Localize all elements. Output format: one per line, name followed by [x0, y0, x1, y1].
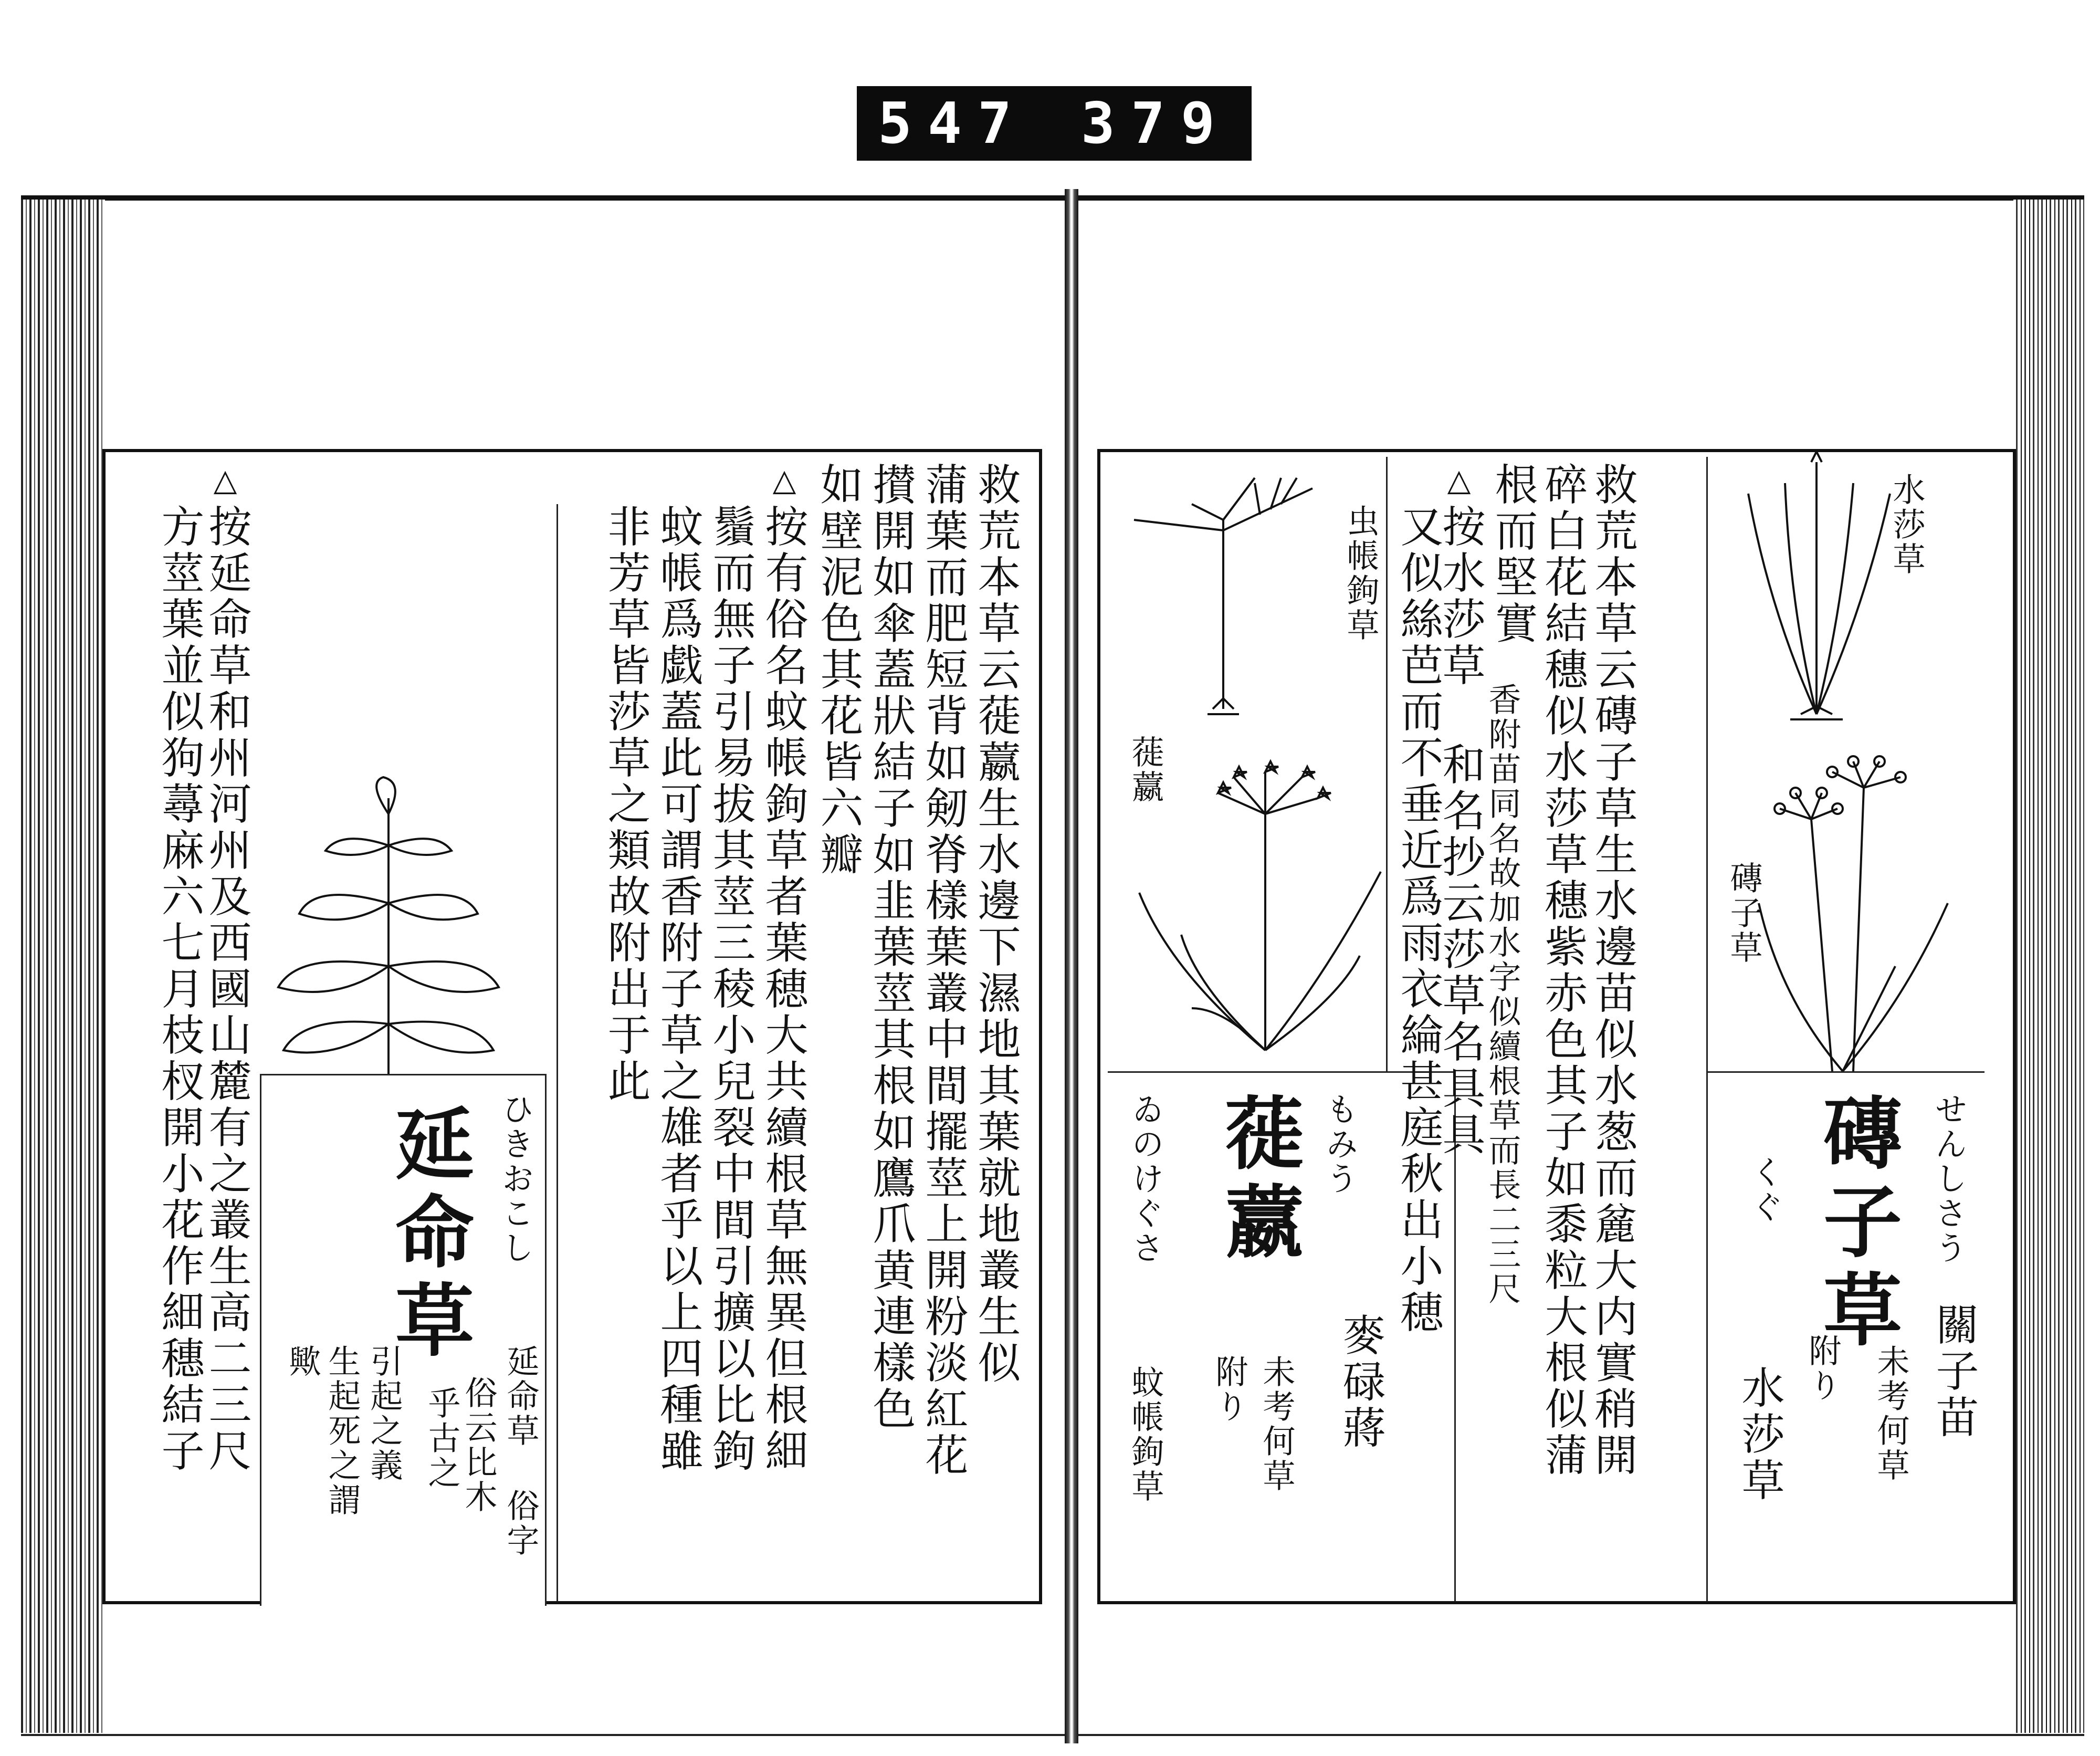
marker-triangle-3: △ [1441, 462, 1477, 498]
book-gutter [1065, 189, 1078, 1743]
left-divider [556, 504, 558, 1602]
chosenso-label: 虫帳鉤草 [1341, 504, 1380, 643]
right-page-edge [2013, 200, 2084, 1733]
enmei-reading: ひきおこし [496, 1092, 534, 1266]
enmei-text-col-2: 方莖葉並似狗蕁麻六七月枝杈開小花作細穗結子 [154, 504, 204, 1475]
right-text-col-1: 救荒本草云磚子草生水邊苗似水葱而麄大内實稍開 [1588, 462, 1637, 1479]
senshi-kana: くぐ [1746, 1155, 1784, 1225]
right-text-col-4: 按水莎草 和名抄云莎草名具具 [1435, 504, 1485, 1158]
senshi-label: 磚子草 [1725, 861, 1763, 965]
enmei-note-6: 歟 [284, 1344, 322, 1379]
suisa-plant-illustration [1727, 452, 1906, 725]
enmei-title: 延命草 [382, 1103, 474, 1367]
left-text-col-4: 如壁泥色其花皆六瓣 [813, 462, 863, 878]
catalog-number-right: 379 [1080, 90, 1231, 156]
marker-triangle: △ [207, 462, 243, 498]
right-main-divider [1386, 457, 1388, 1071]
enmei-note-2: 俗云比木 [459, 1376, 498, 1514]
senshi-attached-name: 水莎草 [1735, 1365, 1784, 1504]
dai-reading: もみう [1320, 1092, 1359, 1196]
senshi-reading: せんしさう [1929, 1092, 1968, 1266]
enmei-note-4: 引起之義 [365, 1344, 403, 1483]
dai-title: 蓰䕦 [1211, 1092, 1304, 1269]
right-text-col-6: 香附苗同名故加水字似續根草而長二三尺 [1483, 683, 1521, 1306]
senshi-plant-illustration [1738, 746, 1974, 1071]
dai-attached-name: 蚊帳鉤草 [1126, 1365, 1164, 1504]
dai-alt-name: 麥碌蔣 [1336, 1313, 1385, 1451]
senshi-title: 磚子草 [1810, 1092, 1902, 1357]
enmei-note-1: 延命草 俗字 [501, 1344, 540, 1558]
enmei-note-5: 生起死之謂 [323, 1344, 361, 1518]
suisa-label: 水莎草 [1887, 473, 1926, 577]
senshi-kanji-note: 關子苗 [1929, 1302, 1979, 1441]
catalog-label [855, 84, 1254, 163]
enmei-text-col-1: 按延命草和州河州及西國山麓有之叢生高二三尺 [202, 504, 251, 1475]
chosenso-plant-illustration [1113, 457, 1334, 719]
right-text-col-2: 碎白花結穗似水莎草穗紫赤色其子如黍粒大根似蒲 [1538, 462, 1588, 1479]
catalog-number-left: 547 [878, 90, 1028, 156]
marker-triangle-2: △ [766, 462, 802, 498]
enmei-note-3: 乎古之 [423, 1386, 461, 1490]
right-text-col-5: 又似絲芭而不垂近爲雨衣綸甚庭秋出小穂 [1393, 504, 1443, 1336]
left-text-col-7: 蚊帳爲戯蓋此可謂香附子草之雄者乎以上四種雖 [653, 504, 703, 1475]
left-text-col-1: 救荒本草云蓰䕦生水邊下濕地其葉就地叢生似 [971, 462, 1021, 1386]
dai-label: 蓰䕦 [1126, 735, 1164, 804]
senshi-attached-label: 附り [1803, 1334, 1842, 1403]
left-text-col-2: 蒲葉而肥短背如剱脊樣葉叢中間擺莖上開粉淡紅花 [918, 462, 968, 1479]
senshi-note: 未考何草 [1872, 1344, 1910, 1483]
left-text-col-8: 非芳草皆莎草之類故附出于此 [601, 504, 650, 1105]
left-page-edge [21, 200, 105, 1733]
right-text-col-3: 根而堅實 [1488, 462, 1538, 647]
dai-attached-label: 附り [1210, 1355, 1248, 1424]
left-text-col-6: 鬚而無子引易拔其莖三稜小兒裂中間引擴以比鉤 [706, 504, 755, 1475]
enmei-plant-illustration [257, 767, 551, 1082]
dai-reading-2: ゐのけぐさ [1126, 1092, 1164, 1266]
senshi-illustration-bottom [1706, 1071, 1984, 1073]
left-text-col-5: 按有俗名蚊帳鉤草者葉穂大共續根草無異但根細 [758, 504, 808, 1475]
left-text-col-3: 攅開如傘蓋狀結子如韭葉莖其根如鷹爪黄連樣色 [866, 462, 916, 1433]
dai-note: 未考何草 [1257, 1355, 1296, 1493]
senshi-column-divider [1706, 457, 1708, 1602]
